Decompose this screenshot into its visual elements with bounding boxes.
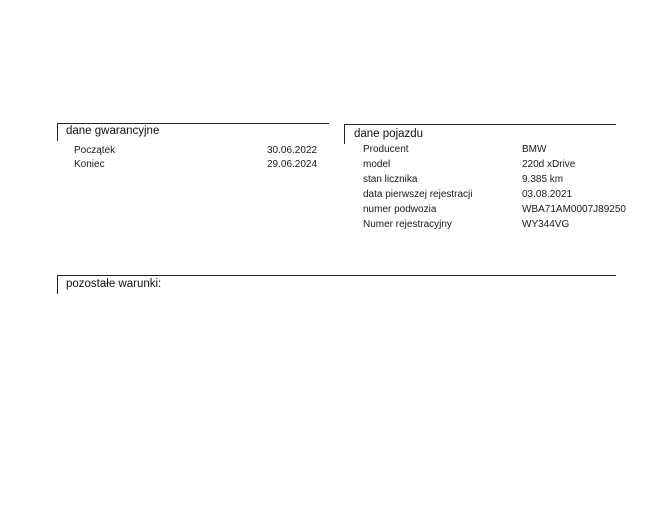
section-left-rule — [57, 123, 58, 141]
section-top-rule — [344, 124, 616, 125]
row-label: numer podwozia — [363, 204, 437, 215]
row-label: Koniec — [74, 159, 105, 170]
other-conditions-section — [57, 275, 616, 305]
row-label: model — [363, 159, 391, 170]
warranty-title: dane gwarancyjne — [66, 125, 160, 137]
row-value: 220d xDrive — [522, 159, 576, 170]
section-left-rule — [344, 124, 345, 144]
row-label: Początek — [74, 145, 116, 156]
vehicle-section — [344, 124, 626, 234]
section-top-rule — [57, 123, 329, 124]
row-value: 30.06.2022 — [267, 145, 318, 156]
row-value: BMW — [522, 144, 547, 155]
row-label: data pierwszej rejestracji — [363, 189, 473, 200]
row-label: stan licznika — [363, 174, 418, 185]
row-value: 03.08.2021 — [522, 189, 573, 200]
vehicle-title: dane pojazdu — [354, 128, 424, 140]
row-value: 29.06.2024 — [267, 159, 318, 170]
row-label: Producent — [363, 144, 409, 155]
warranty-section — [57, 123, 329, 170]
section-left-rule — [57, 275, 58, 294]
row-value: WY344VG — [522, 219, 570, 230]
row-value: 9.385 km — [522, 174, 564, 185]
row-label: Numer rejestracyjny — [363, 219, 452, 230]
section-top-rule — [57, 275, 616, 276]
row-value: WBA71AM0007J89250 — [522, 204, 626, 215]
other-conditions-title: pozostałe warunki: — [66, 278, 162, 290]
